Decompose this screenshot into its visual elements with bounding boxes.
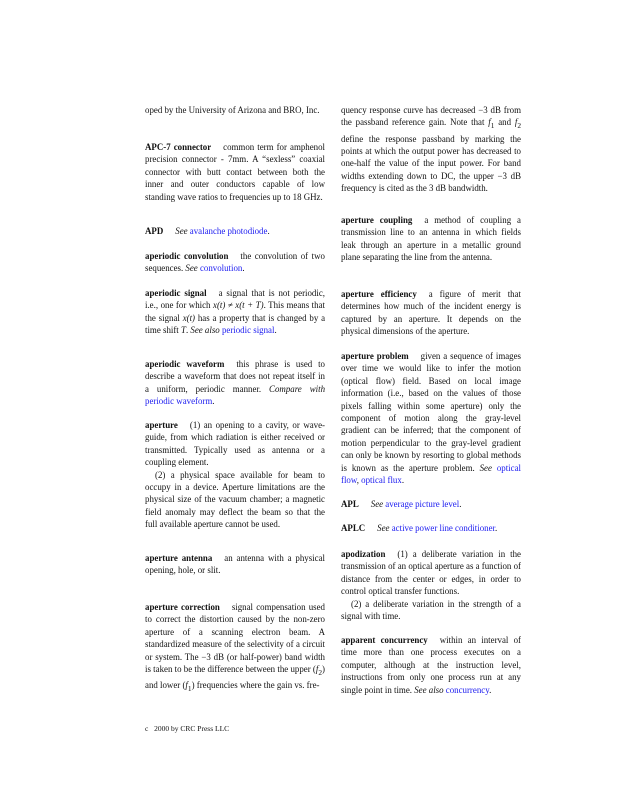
- definition-part: define the response passband by marking the points at which the output power has decreased to one-half the value of the input power. For band widths extending down to DC, the upper −3 dB frequency is cited as the 3 dB bandwidth.: [341, 133, 521, 194]
- punct: .: [459, 499, 462, 509]
- aperture-sense-1: [145, 419, 325, 469]
- definition-apodization-1: (1) a deliberate variation in the transmission of an optical aperture as a function of distance from the center or edges, in order to control optical transfer functions.: [341, 549, 521, 597]
- link-convolution[interactable]: convolution: [199, 263, 243, 274]
- entry-aperture-efficiency: [341, 288, 521, 338]
- link-concurrency[interactable]: concurrency: [445, 684, 490, 695]
- definition-apc7-connector: common term for amphenol precision connector - 7mm. A “sexless” coaxial connector with butt contact between both the inner and outer conductors capable of low standing wave ratios to frequencies up to 18 GHz.: [145, 142, 325, 202]
- definition-part: .: [185, 325, 189, 336]
- entry-aperiodic-waveform: [145, 358, 325, 408]
- math-subscript: 2: [517, 121, 522, 131]
- link-avalanche-photodiode[interactable]: avalanche photodiode: [189, 226, 268, 236]
- punct: .: [267, 226, 270, 236]
- link-active-power-line-conditioner[interactable]: active power line conditioner: [391, 523, 495, 533]
- see-label: See: [175, 226, 188, 236]
- term-apodization: apodization: [341, 549, 386, 559]
- definition-apodization-2: (2) a deliberate variation in the strength of a signal with time.: [341, 598, 521, 622]
- definition-aperture-antenna: an antenna with a physical opening, hole, or slit.: [145, 553, 325, 576]
- apodization-sense-1: [341, 548, 521, 598]
- definition-part: quency response curve has decreased −3 dB from the passband reference gain. Note that: [341, 105, 521, 128]
- compare-label: Compare with: [269, 383, 326, 394]
- definition-aperture-coupling: a method of coupling a transmission line to an antenna in which fields leak through an aperture in a metallic ground plane separating the line from the antenna.: [341, 215, 521, 263]
- term-apl: APL: [341, 499, 359, 509]
- math-symbol: f: [514, 117, 518, 128]
- term-apparent-concurrency: apparent concurrency: [341, 635, 428, 645]
- punct: ,: [356, 475, 359, 486]
- see-also-label: See also: [190, 325, 220, 336]
- math-subscript: 1: [490, 121, 495, 131]
- entry-aperture-coupling: [341, 214, 521, 264]
- definition-aperiodic-convolution: the convolution of two sequences.: [145, 251, 325, 274]
- term-aplc: APLC: [341, 523, 366, 533]
- see-label: See: [479, 462, 492, 473]
- term-aperture-efficiency: aperture efficiency: [341, 289, 417, 299]
- continued-entry: [145, 104, 325, 116]
- entry-apc7-connector: [145, 141, 325, 203]
- entry-aperture: [145, 419, 325, 531]
- math-subscript: 1: [187, 684, 192, 693]
- see-also-label: See also: [414, 684, 444, 695]
- punct: .: [401, 475, 405, 486]
- continued-entry: [341, 104, 521, 195]
- definition-part: and: [498, 117, 512, 128]
- definition-aperture-problem: given a sequence of images over time we would like to infer the motion (optical flow) field. Based on local image information (i.e., based on the values of those pixels falling within some aperture) only the component of motion along the gray-level gradient can be inferred; that the component of motion perpendicular to the gray-level gradient can only be known by resorting to global methods is known as the aperture problem.: [341, 351, 521, 473]
- see-label: See: [185, 263, 198, 274]
- punct: .: [212, 396, 215, 407]
- punct: .: [242, 263, 245, 274]
- apodization-sense-2: [341, 598, 521, 623]
- math-symbol: f: [185, 680, 188, 691]
- entry-apodization: [341, 548, 521, 622]
- term-apd: APD: [145, 226, 164, 236]
- punct: .: [274, 325, 277, 336]
- math-expression: T: [181, 325, 186, 336]
- continued-text: oped by the University of Arizona and BRO, Inc.: [145, 105, 320, 115]
- definition-apparent-concurrency: within an interval of time more than one process executes on a computer, although at the instruction level, instructions from only one process run at any single point in time.: [341, 635, 521, 695]
- definition-part: ) frequencies where the gain vs. fre-: [191, 680, 320, 691]
- term-apc7-connector: APC-7 connector: [145, 142, 212, 152]
- term-aperture-antenna: aperture antenna: [145, 553, 213, 563]
- term-aperiodic-convolution: aperiodic convolution: [145, 251, 229, 261]
- term-aperture: aperture: [145, 420, 178, 430]
- definition-part: . This means that the signal: [145, 300, 325, 323]
- link-optical-flux[interactable]: optical flux: [361, 475, 402, 486]
- definition-aperture-2: (2) a physical space available for beam to occupy in a device. Aperture limitations are the physical size of the vacuum chamber; a magnetic field anomaly may deflect the beam so that the full available aperture cannot be used.: [145, 469, 325, 530]
- math-subscript: 2: [318, 667, 323, 677]
- aperture-sense-2: [145, 469, 325, 531]
- link-periodic-signal[interactable]: periodic signal: [221, 325, 275, 336]
- entry-aperiodic-signal: [145, 287, 325, 337]
- definition-part: ) and lower (: [145, 664, 325, 691]
- math-symbol: f: [315, 664, 319, 675]
- term-aperture-coupling: aperture coupling: [341, 215, 413, 225]
- definition-aperiodic-waveform: this phrase is used to describe a waveform that does not repeat itself in a uniform, periodic manner.: [145, 359, 325, 394]
- entry-apparent-concurrency: [341, 634, 521, 696]
- entry-aperiodic-convolution: [145, 250, 325, 275]
- term-aperture-problem: aperture problem: [341, 351, 409, 361]
- punct: .: [494, 523, 498, 533]
- definition-part: signal compensation used to correct the distortion caused by the non-zero aperture of a scanning electron beam. A standardized measure of the selectivity of a circuit or system. The −3 dB (or half-power) band width is taken to be the difference between the upper (: [145, 602, 325, 675]
- copyright-footer: c⃝2000 by CRC Press LLC: [145, 724, 230, 733]
- entry-apd: [145, 225, 325, 237]
- term-aperiodic-waveform: aperiodic waveform: [145, 359, 225, 369]
- see-label: See: [370, 499, 384, 509]
- definition-aperture-efficiency: a figure of merit that determines how much of the incident energy is captured by an aperture. It depends on the physical dimensions of the aperture.: [341, 289, 522, 337]
- math-expression: x(t): [182, 312, 196, 323]
- punct: .: [489, 684, 492, 695]
- math-symbol: f: [488, 117, 491, 128]
- math-expression: x(t) ≠ x(t + T): [213, 300, 264, 311]
- link-average-picture-level[interactable]: average picture level: [385, 499, 460, 509]
- link-periodic-waveform[interactable]: periodic waveform: [145, 396, 213, 407]
- see-label: See: [377, 523, 390, 533]
- entry-aperture-problem: [341, 350, 521, 486]
- term-aperiodic-signal: aperiodic signal: [145, 288, 207, 298]
- entry-apl: [341, 498, 521, 510]
- definition-part: a signal that is not periodic, i.e., one for which: [145, 288, 325, 311]
- entry-aperture-correction: [145, 601, 325, 695]
- definition-aperture-1: (1) an opening to a cavity, or wave-guide, from which radiation is either received or transmitted. Typically used as antenna or a coupling element.: [145, 420, 325, 468]
- link-optical-flow[interactable]: optical flow: [341, 462, 521, 486]
- entry-aperture-antenna: [145, 552, 325, 577]
- entry-aplc: [341, 522, 527, 534]
- definition-part: has a property that is changed by a time shift: [145, 312, 326, 336]
- term-aperture-correction: aperture correction: [145, 602, 220, 612]
